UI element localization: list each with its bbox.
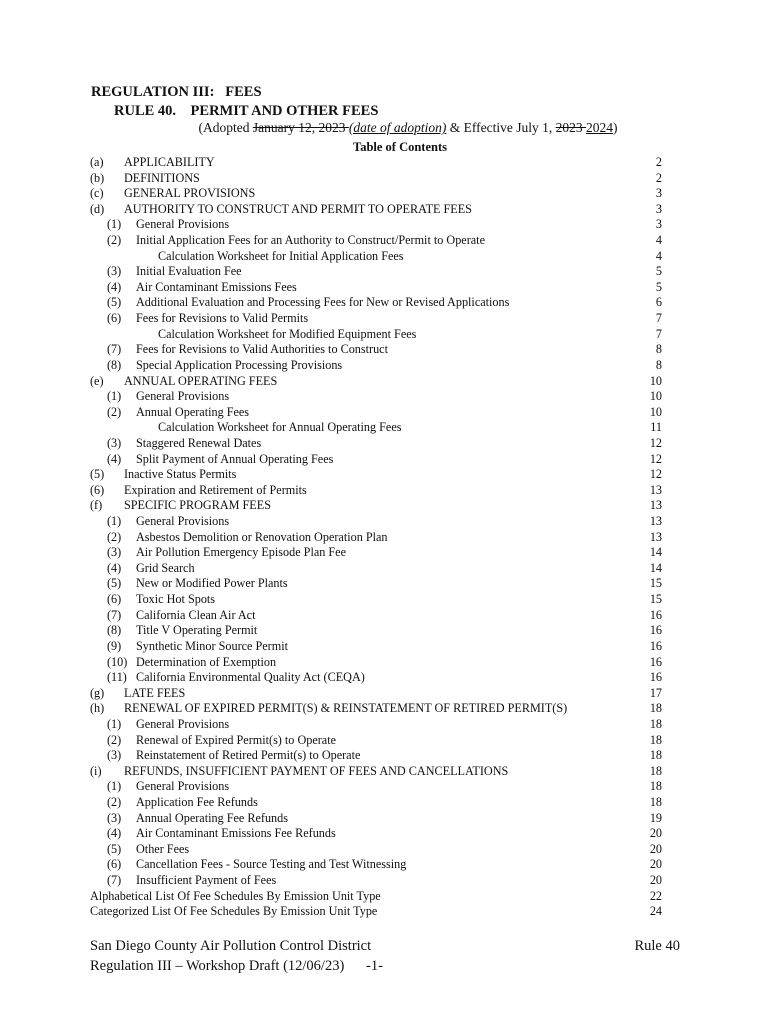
toc-entry[interactable] <box>90 436 662 452</box>
toc-entry-title: Fees for Revisions to Valid Authorities to Construct <box>136 342 388 357</box>
toc-entry-title: Expiration and Retirement of Permits <box>124 482 307 497</box>
toc-entry-page: 15 <box>649 576 662 591</box>
toc-entry-label: (h) <box>90 701 105 716</box>
toc-entry-label: (1) <box>107 217 122 232</box>
effective-struck-year: 2023 <box>555 120 586 135</box>
toc-entry[interactable] <box>90 452 662 468</box>
footer-rule: Rule 40 <box>634 938 680 954</box>
toc-entry-label: (1) <box>107 716 122 731</box>
toc-entry[interactable] <box>90 358 662 374</box>
toc-entry-label: (d) <box>90 201 105 216</box>
toc-entry-label: (3) <box>107 748 122 763</box>
toc-entry-title: GENERAL PROVISIONS <box>124 186 256 201</box>
toc-entry-title: New or Modified Power Plants <box>136 576 288 591</box>
toc-entry-page: 16 <box>649 623 662 638</box>
toc-entry[interactable] <box>90 264 662 280</box>
toc-entry-title: AUTHORITY TO CONSTRUCT AND PERMIT TO OPERATE FEES <box>124 201 472 216</box>
toc-entry[interactable] <box>90 608 662 624</box>
toc-entry[interactable] <box>90 717 662 733</box>
toc-entry-label: (a) <box>90 155 104 169</box>
toc-entry-title: Calculation Worksheet for Initial Application Fees <box>158 248 404 263</box>
toc-entry-page: 10 <box>649 389 662 404</box>
toc-entry[interactable] <box>90 779 662 795</box>
toc-entry-page: 13 <box>649 529 662 544</box>
toc-entry-title: Insufficient Payment of Fees <box>136 873 277 888</box>
toc-entry-title: Asbestos Demolition or Renovation Operation Plan <box>136 529 388 544</box>
toc-entry[interactable] <box>90 498 662 514</box>
toc-entry-title: LATE FEES <box>124 685 186 700</box>
toc-entry[interactable] <box>90 545 662 561</box>
toc-entry-page: 7 <box>655 326 662 341</box>
toc-entry-page: 6 <box>655 295 662 310</box>
toc-entry-title: Initial Evaluation Fee <box>136 264 242 279</box>
toc-entry-title: APPLICABILITY <box>124 155 215 169</box>
toc-entry-page: 5 <box>655 264 662 279</box>
toc-entry[interactable] <box>90 686 662 702</box>
toc-entry-title: Cancellation Fees - Source Testing and Test Witnessing <box>136 857 407 872</box>
toc-entry-page: 4 <box>655 248 662 263</box>
toc-entry[interactable] <box>90 561 662 577</box>
toc-entry-page: 16 <box>649 607 662 622</box>
toc-entry[interactable] <box>90 842 662 858</box>
toc-entry-page: 4 <box>655 233 662 248</box>
toc-entry-page: 8 <box>655 357 662 372</box>
toc-entry[interactable] <box>90 670 662 686</box>
toc-entry-label: (4) <box>107 451 122 466</box>
toc-entry[interactable] <box>90 467 662 483</box>
regulation-title: REGULATION III: FEES <box>91 84 262 100</box>
toc-entry[interactable] <box>90 530 662 546</box>
toc-entry-label: (4) <box>107 560 122 575</box>
toc-entry-label: (9) <box>107 638 122 653</box>
toc-entry-page: 22 <box>649 888 662 903</box>
toc-title: Table of Contents <box>353 140 447 154</box>
toc-entry-title: Synthetic Minor Source Permit <box>136 638 288 653</box>
toc-entry[interactable] <box>90 639 662 655</box>
toc-entry-title: General Provisions <box>136 217 230 232</box>
toc-entry[interactable] <box>90 576 662 592</box>
toc-entry-title: Annual Operating Fees <box>136 404 250 419</box>
toc-entry-page: 16 <box>649 638 662 653</box>
toc-entry-title: Calculation Worksheet for Annual Operating Fees <box>158 420 402 435</box>
toc-entry-page: 20 <box>649 841 662 856</box>
adoption-line <box>0 120 770 136</box>
toc-entry-page: 12 <box>649 451 662 466</box>
toc-entry-label: (2) <box>107 529 122 544</box>
toc-entry-title: Special Application Processing Provisions <box>136 357 343 372</box>
toc-entry-title: Categorized List Of Fee Schedules By Emission Unit Type <box>90 904 378 919</box>
toc-entry-label: (1) <box>107 514 122 529</box>
toc-entry[interactable] <box>90 655 662 671</box>
toc-entry-label: (c) <box>90 186 104 201</box>
toc-entry-label: (2) <box>107 732 122 747</box>
toc-entry-title: Split Payment of Annual Operating Fees <box>136 451 334 466</box>
toc-entry-title: ANNUAL OPERATING FEES <box>124 373 278 388</box>
toc-entry-page: 3 <box>655 186 662 201</box>
toc-entry[interactable] <box>90 327 662 343</box>
toc-entry-page: 8 <box>655 342 662 357</box>
toc-entry-label: (3) <box>107 545 122 560</box>
toc-entry-label: (1) <box>107 779 122 794</box>
toc-entry[interactable] <box>90 155 662 171</box>
toc-entry-page: 20 <box>649 826 662 841</box>
toc-entry-title: Reinstatement of Retired Permit(s) to Operate <box>136 748 361 763</box>
toc-entry-label: (5) <box>107 841 122 856</box>
toc-entry-page: 18 <box>649 779 662 794</box>
toc-entry-title: Additional Evaluation and Processing Fees for New or Revised Applications <box>136 295 510 310</box>
toc-entry[interactable] <box>90 826 662 842</box>
toc-entry[interactable] <box>90 389 662 405</box>
toc-entry-page: 18 <box>649 716 662 731</box>
toc-entry-label: (8) <box>107 357 122 372</box>
toc-entry[interactable] <box>90 748 662 764</box>
toc-entry-label: (g) <box>90 685 105 700</box>
toc-entry[interactable] <box>90 420 662 436</box>
footer-draft: Regulation III – Workshop Draft (12/06/23) -1- <box>90 958 383 974</box>
toc-entry-title: Application Fee Refunds <box>136 794 258 809</box>
table-of-contents <box>90 155 662 920</box>
toc-entry-title: Grid Search <box>136 560 195 575</box>
toc-entry[interactable] <box>90 811 662 827</box>
toc-entry[interactable] <box>90 233 662 249</box>
toc-entry-title: DEFINITIONS <box>124 170 200 185</box>
toc-entry-page: 18 <box>649 701 662 716</box>
toc-entry-title: General Provisions <box>136 779 230 794</box>
toc-entry-page: 5 <box>655 279 662 294</box>
toc-entry-label: (6) <box>107 592 122 607</box>
toc-entry-title: SPECIFIC PROGRAM FEES <box>124 498 271 513</box>
toc-entry[interactable] <box>90 295 662 311</box>
toc-entry-title: Air Contaminant Emissions Fee Refunds <box>136 826 336 841</box>
toc-entry[interactable] <box>90 171 662 187</box>
toc-entry-title: Title V Operating Permit <box>136 623 258 638</box>
toc-entry-page: 19 <box>649 810 662 825</box>
toc-entry-title: Toxic Hot Spots <box>136 592 216 607</box>
toc-entry[interactable] <box>90 280 662 296</box>
toc-entry-page: 14 <box>649 560 662 575</box>
toc-entry[interactable] <box>90 405 662 421</box>
toc-entry[interactable] <box>90 249 662 265</box>
toc-entry-page: 20 <box>649 857 662 872</box>
adopted-mid: & Effective July 1, <box>446 120 556 135</box>
toc-entry-page: 20 <box>649 873 662 888</box>
toc-entry[interactable] <box>90 623 662 639</box>
toc-entry-label: (2) <box>107 404 122 419</box>
adopted-struck-date: January 12, 2023 <box>252 120 349 135</box>
toc-entry-page: 18 <box>649 794 662 809</box>
toc-entry-title: Alphabetical List Of Fee Schedules By Emission Unit Type <box>90 888 381 903</box>
toc-entry[interactable] <box>90 483 662 499</box>
toc-entry-page: 7 <box>655 311 662 326</box>
adopted-new-date: (date of adoption) <box>348 120 447 135</box>
toc-entry-page: 18 <box>649 748 662 763</box>
toc-entry-title: California Clean Air Act <box>136 607 256 622</box>
toc-entry-label: (6) <box>107 311 122 326</box>
toc-entry-page: 17 <box>649 685 662 700</box>
toc-entry-page: 11 <box>650 420 662 435</box>
toc-entry-label: (6) <box>90 482 105 497</box>
toc-entry-label: (e) <box>90 373 104 388</box>
toc-entry-page: 10 <box>649 404 662 419</box>
toc-entry-page: 3 <box>655 201 662 216</box>
toc-entry-label: (7) <box>107 873 122 888</box>
toc-entry-page: 10 <box>649 373 662 388</box>
toc-entry-title: Determination of Exemption <box>136 654 277 669</box>
toc-entry-label: (6) <box>107 857 122 872</box>
toc-entry[interactable] <box>90 202 662 218</box>
toc-entry[interactable] <box>90 514 662 530</box>
toc-entry-label: (4) <box>107 279 122 294</box>
toc-entry-title: Inactive Status Permits <box>124 467 237 482</box>
toc-entry-label: (3) <box>107 435 122 450</box>
toc-entry-page: 12 <box>649 467 662 482</box>
toc-entry[interactable] <box>90 795 662 811</box>
footer-district: San Diego County Air Pollution Control District <box>90 938 372 954</box>
toc-entry-page: 18 <box>649 732 662 747</box>
toc-entry[interactable] <box>90 342 662 358</box>
toc-entry-label: (7) <box>107 607 122 622</box>
toc-entry-title: General Provisions <box>136 716 230 731</box>
toc-entry[interactable] <box>90 904 662 920</box>
toc-entry[interactable] <box>90 701 662 717</box>
toc-entry-label: (8) <box>107 623 122 638</box>
toc-entry-page: 15 <box>649 592 662 607</box>
toc-entry[interactable] <box>90 374 662 390</box>
toc-entry-title: Renewal of Expired Permit(s) to Operate <box>136 732 337 747</box>
toc-entry-title: California Environmental Quality Act (CEQA) <box>136 670 365 685</box>
adopted-suffix: ) <box>612 120 618 135</box>
toc-entry-page: 2 <box>655 170 662 185</box>
toc-entry-label: (f) <box>90 498 103 513</box>
toc-entry-page: 2 <box>655 155 662 169</box>
effective-new-year: 2024 <box>585 120 613 135</box>
toc-entry[interactable] <box>90 217 662 233</box>
toc-entry-page: 13 <box>649 514 662 529</box>
toc-entry-label: (5) <box>107 576 122 591</box>
adopted-prefix: (Adopted <box>198 120 253 135</box>
toc-entry-page: 16 <box>649 654 662 669</box>
toc-entry-title: Air Pollution Emergency Episode Plan Fee <box>136 545 346 560</box>
toc-entry-label: (3) <box>107 264 122 279</box>
toc-entry-title: Staggered Renewal Dates <box>136 435 262 450</box>
toc-entry-page: 18 <box>649 763 662 778</box>
toc-entry-page: 12 <box>649 435 662 450</box>
toc-entry[interactable] <box>90 311 662 327</box>
toc-entry[interactable] <box>90 873 662 889</box>
rule-title: RULE 40. PERMIT AND OTHER FEES <box>114 103 379 119</box>
toc-entry-label: (10) <box>107 654 128 669</box>
toc-entry-page: 16 <box>649 670 662 685</box>
toc-entry-label: (2) <box>107 794 122 809</box>
toc-entry-label: (i) <box>90 763 102 778</box>
toc-entry[interactable] <box>90 764 662 780</box>
toc-entry-title: Initial Application Fees for an Authority to Construct/Permit to Operate <box>136 233 485 248</box>
toc-entry-title: RENEWAL OF EXPIRED PERMIT(S) & REINSTATEMENT OF RETIRED PERMIT(S) <box>124 701 568 716</box>
toc-entry-label: (5) <box>90 467 105 482</box>
toc-entry-page: 13 <box>649 482 662 497</box>
toc-entry-label: (2) <box>107 233 122 248</box>
toc-entry-label: (b) <box>90 170 105 185</box>
toc-entry[interactable] <box>90 857 662 873</box>
toc-entry-page: 14 <box>649 545 662 560</box>
toc-entry-title: Other Fees <box>136 841 190 856</box>
toc-entry[interactable] <box>90 733 662 749</box>
toc-entry-title: Calculation Worksheet for Modified Equipment Fees <box>158 326 417 341</box>
toc-entry-title: Fees for Revisions to Valid Permits <box>136 311 309 326</box>
toc-entry-label: (7) <box>107 342 122 357</box>
toc-entry-label: (1) <box>107 389 122 404</box>
toc-entry-label: (11) <box>107 670 127 685</box>
toc-entry-title: REFUNDS, INSUFFICIENT PAYMENT OF FEES AND CANCELLATIONS <box>124 763 509 778</box>
toc-entry-label: (5) <box>107 295 122 310</box>
toc-entry-title: General Provisions <box>136 514 230 529</box>
toc-entry-title: Annual Operating Fee Refunds <box>136 810 288 825</box>
toc-entry-page: 24 <box>649 904 662 919</box>
toc-entry-label: (4) <box>107 826 122 841</box>
toc-entry-label: (3) <box>107 810 122 825</box>
toc-entry-page: 3 <box>655 217 662 232</box>
toc-entry-title: General Provisions <box>136 389 230 404</box>
toc-entry[interactable] <box>90 592 662 608</box>
toc-entry[interactable] <box>90 889 662 905</box>
toc-entry-title: Air Contaminant Emissions Fees <box>136 279 297 294</box>
toc-entry[interactable] <box>90 186 662 202</box>
toc-entry-page: 13 <box>649 498 662 513</box>
